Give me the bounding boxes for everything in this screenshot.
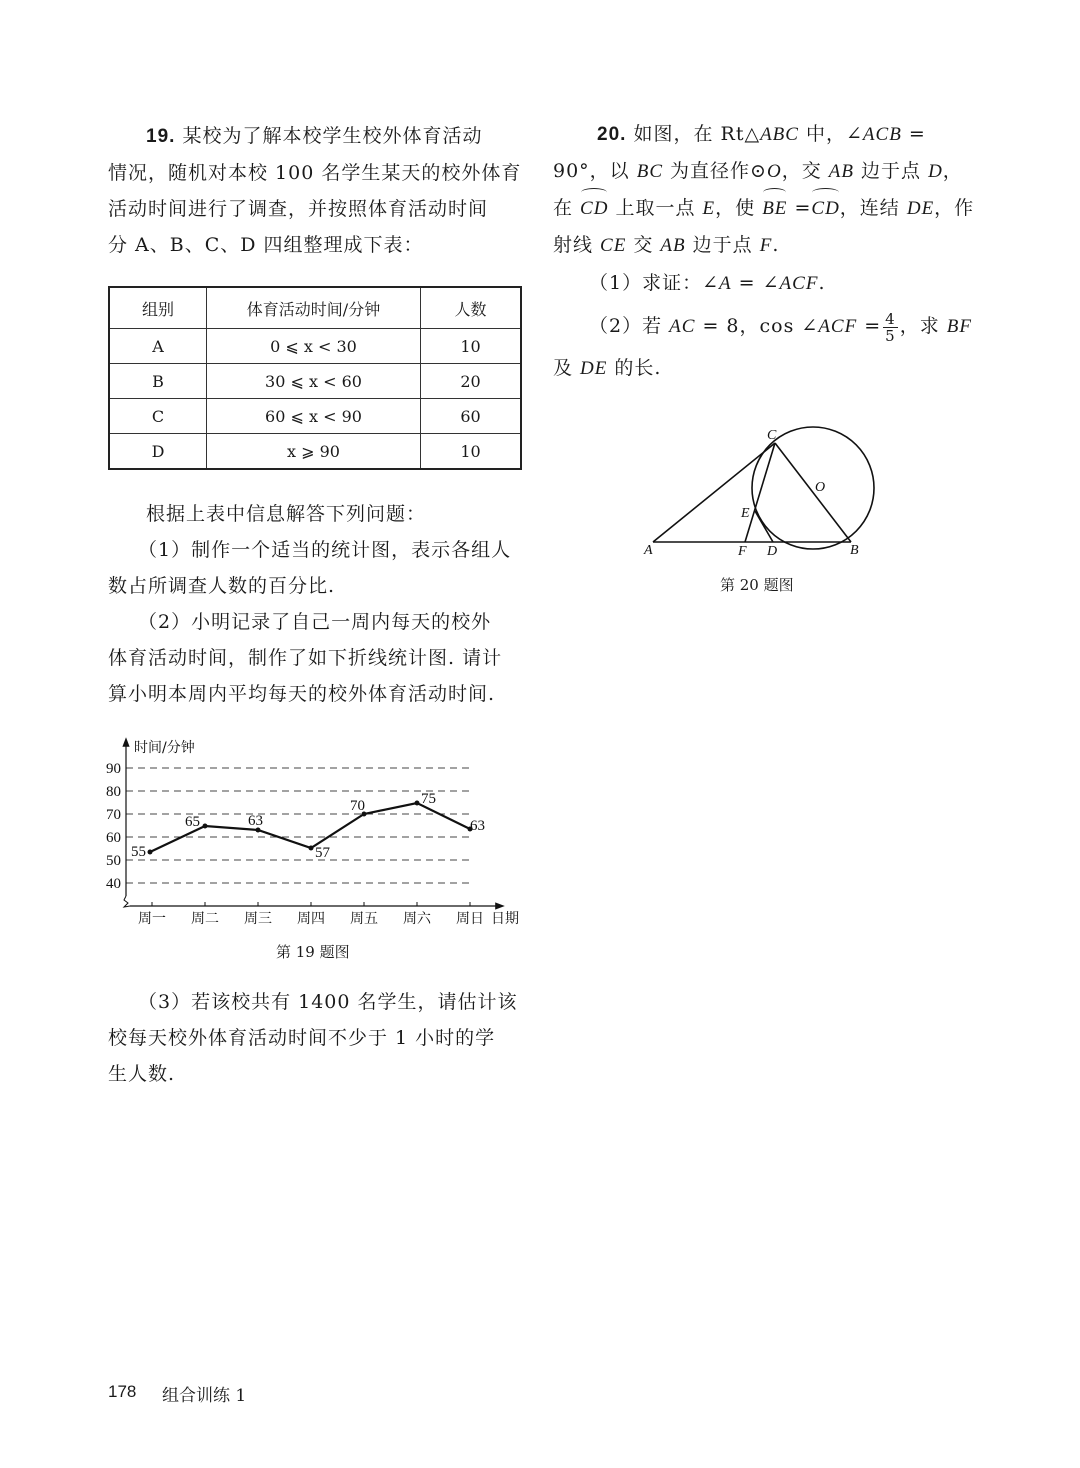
q20-part2-cont: [553, 350, 974, 387]
q19-part3: [108, 984, 518, 1092]
math: ACF: [779, 273, 819, 294]
q19-part3-line: 校每天校外体育活动时间不少于 1 小时的学: [108, 1027, 496, 1049]
math: DE: [906, 198, 935, 219]
q20-number: 20.: [597, 124, 627, 145]
arc-cd: CD: [811, 191, 839, 227]
math: D: [928, 161, 943, 182]
q20-statement: [553, 116, 974, 387]
math: ACF: [818, 316, 858, 337]
q20-part1: [553, 265, 974, 302]
segment-cb: [775, 443, 851, 542]
text: （2）若: [589, 315, 670, 337]
math: F: [759, 235, 773, 256]
math: BC: [636, 161, 663, 182]
text: = 8，cos ∠: [695, 315, 819, 337]
text: 为直径作⊙: [663, 160, 767, 182]
table-row: [109, 434, 521, 470]
q19-number: 19.: [146, 126, 176, 147]
q20-figure-caption: 第 20 题图: [720, 576, 794, 594]
numerator: 4: [885, 309, 896, 328]
text: =: [901, 123, 926, 145]
text: （1）求证：∠: [589, 272, 720, 294]
text: 上取一点: [608, 197, 703, 219]
table-cell-count: 10: [421, 434, 522, 470]
x-axis-label: 日期: [491, 911, 519, 927]
text: .: [772, 234, 780, 256]
math: AB: [828, 161, 854, 182]
x-tick-label: 周三: [244, 911, 272, 927]
point-label-o: O: [815, 480, 826, 495]
point-label-c: C: [767, 428, 777, 443]
x-tick-label: 周五: [350, 911, 378, 927]
point-label-b: B: [850, 543, 859, 558]
table-row: [109, 329, 521, 364]
q19-intro-line: 情况，随机对本校 100 名学生某天的校外体育: [108, 162, 522, 184]
text: 中，∠: [798, 123, 863, 145]
y-tick-label: 90: [106, 761, 121, 777]
data-label: 70: [350, 798, 365, 814]
table-header-row: [109, 287, 521, 329]
math: ABC: [760, 124, 799, 145]
q19-part1: （1）制作一个适当的统计图，表示各组人: [138, 539, 512, 561]
math: O: [766, 161, 782, 182]
y-tick-label: 80: [106, 784, 121, 800]
text: =: [787, 197, 812, 219]
math: ACB: [862, 124, 902, 145]
text: 边于点: [685, 234, 760, 256]
x-tick-label: 周一: [138, 911, 166, 927]
point-label-d: D: [767, 544, 778, 559]
q20-geometry-figure: [630, 420, 890, 570]
q19-part2-cont: 算小明本周内平均每天的校外体育活动时间.: [108, 683, 496, 705]
text: 及: [553, 357, 581, 379]
q19-line-chart: [100, 735, 540, 935]
table-cell-range: 30 ⩽ x < 60: [207, 364, 421, 399]
q19-intro-line: 某校为了解本校学生校外体育活动: [182, 125, 483, 147]
table-cell-range: x ⩾ 90: [207, 434, 421, 470]
data-label: 65: [185, 814, 200, 830]
text: ，求: [899, 315, 947, 337]
math: AB: [660, 235, 686, 256]
table-row: [109, 399, 521, 434]
text: 射线: [553, 234, 601, 256]
q19-part3-line: （3）若该校共有 1400 名学生，请估计该: [138, 991, 518, 1013]
table-cell-count: 10: [421, 329, 522, 364]
q19-data-table: [108, 286, 522, 470]
table-cell-group: A: [109, 329, 207, 364]
text: ，交: [781, 160, 829, 182]
text: .: [818, 272, 826, 294]
text: 在: [553, 197, 581, 219]
text: =: [857, 315, 882, 337]
segment-ac: [653, 443, 775, 542]
y-tick-label: 60: [106, 830, 121, 846]
fraction: [883, 311, 898, 344]
math: CE: [600, 235, 627, 256]
text: ，作: [934, 197, 975, 219]
math: BF: [946, 316, 972, 337]
y-tick-label: 40: [106, 876, 121, 892]
data-label: 63: [248, 813, 263, 829]
table-header: 人数: [421, 287, 522, 329]
point-label-a: A: [644, 543, 653, 558]
data-label: 75: [421, 791, 436, 807]
y-tick-label: 70: [106, 807, 121, 823]
arc-cd: CD: [580, 191, 608, 227]
x-tick-label: 周二: [191, 911, 219, 927]
arc-be: BE: [762, 191, 787, 227]
segment-de: [755, 511, 773, 542]
x-tick-label: 周日: [456, 911, 484, 927]
point-label-f: F: [738, 544, 747, 559]
text: ，连结: [839, 197, 907, 219]
text: ，: [942, 160, 963, 182]
q19-intro: [108, 118, 521, 263]
table-header: 体育活动时间/分钟: [207, 287, 421, 329]
table-header: 组别: [109, 287, 207, 329]
text: 90°，以: [553, 160, 637, 182]
q19-part2-cont: 体育活动时间，制作了如下折线统计图. 请计: [108, 647, 503, 669]
table-row: [109, 364, 521, 399]
table-cell-group: C: [109, 399, 207, 434]
table-cell-group: D: [109, 434, 207, 470]
text: 交: [626, 234, 661, 256]
q19-figure-caption: 第 19 题图: [276, 943, 350, 961]
q19-part2: （2）小明记录了自己一周内每天的校外: [138, 611, 492, 633]
table-cell-count: 20: [421, 364, 522, 399]
text: 的长.: [607, 357, 662, 379]
math: AC: [669, 316, 696, 337]
data-label: 57: [315, 845, 330, 861]
math: E: [702, 198, 716, 219]
section-title: 组合训练 1: [162, 1386, 247, 1406]
x-tick-label: 周四: [297, 911, 325, 927]
circle-o: [752, 427, 874, 549]
table-cell-group: B: [109, 364, 207, 399]
y-axis-label: 时间/分钟: [134, 740, 195, 756]
q19-intro-line: 活动时间进行了调查，并按照体育活动时间: [108, 198, 489, 220]
data-label: 55: [131, 844, 146, 860]
x-tick-label: 周六: [403, 911, 431, 927]
table-cell-count: 60: [421, 399, 522, 434]
q20-part2: [553, 302, 974, 350]
denominator: 5: [885, 326, 896, 345]
y-tick-label: 50: [106, 853, 121, 869]
math: DE: [580, 358, 608, 379]
q19-intro-line: 分 A、B、C、D 四组整理成下表：: [108, 234, 424, 256]
data-label: 63: [470, 818, 485, 834]
q19-prompt: 根据上表中信息解答下列问题：: [146, 503, 427, 525]
point-label-e: E: [741, 506, 750, 521]
q19-questions: [108, 496, 511, 712]
text: 边于点: [853, 160, 929, 182]
text: ，使: [715, 197, 763, 219]
table-cell-range: 60 ⩽ x < 90: [207, 399, 421, 434]
table-cell-range: 0 ⩽ x < 30: [207, 329, 421, 364]
q19-part3-line: 生人数.: [108, 1063, 176, 1085]
text: 如图，在 Rt△: [633, 123, 761, 145]
grid-lines: [126, 768, 472, 883]
math: A: [719, 273, 732, 294]
axis-break-icon: [124, 896, 130, 907]
page-number: 178: [108, 1382, 137, 1401]
q19-part1-cont: 数占所调查人数的百分比.: [108, 575, 336, 597]
text: = ∠: [731, 272, 780, 294]
